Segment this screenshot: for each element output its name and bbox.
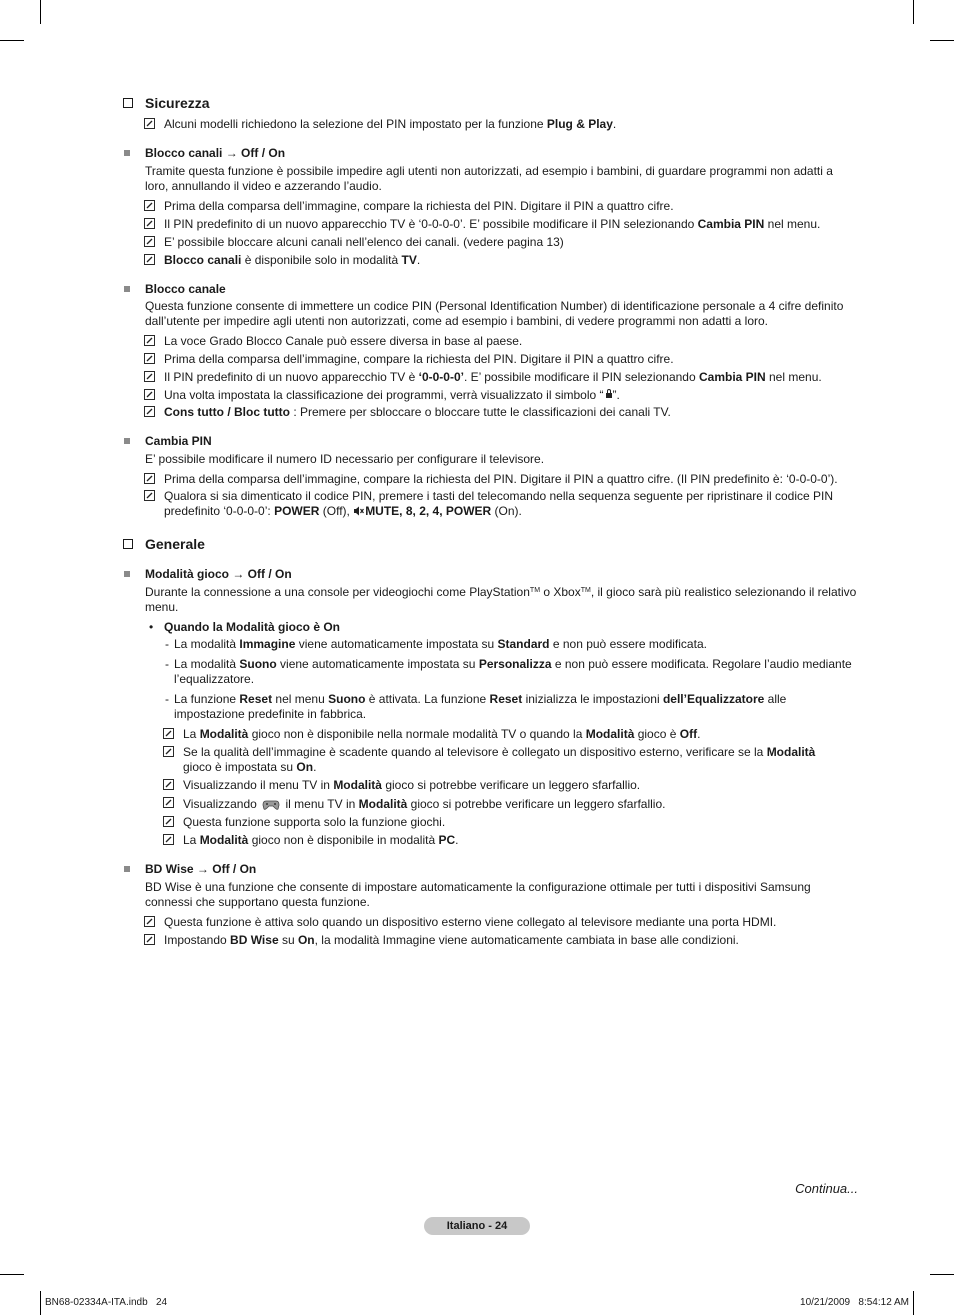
note-pencil-icon <box>144 389 155 400</box>
note-pencil-icon <box>144 200 155 211</box>
note: Cons tutto / Bloc tutto : Premere per sbloccare o bloccare tutte le classificazioni dei canali TV. <box>122 405 858 420</box>
dash-item: - La funzione Reset nel menu Suono è attivata. La funzione Reset inizializza le impostazioni dell’Equalizzatore alle impostazione predefinite in fabbrica. <box>165 692 787 721</box>
lock-icon <box>606 393 612 398</box>
dash-item: - La modalità Immagine viene automaticamente impostata su Standard e non può essere modificata. <box>165 637 707 651</box>
note-pencil-icon <box>144 406 155 417</box>
crop-mark <box>40 0 41 24</box>
note: Prima della comparsa dell’immagine, compare la richiesta del PIN. Digitare il PIN a quattro cifre. <box>122 352 858 367</box>
gamepad-icon <box>262 799 280 811</box>
note: Visualizzando il menu TV in Modalità gioco si potrebbe verificare un leggero sfarfallio. <box>122 796 858 812</box>
note-pencil-icon <box>163 816 174 827</box>
note-pencil-icon <box>163 779 174 790</box>
note-pencil-icon <box>144 916 155 927</box>
square-bullet-icon <box>124 571 130 577</box>
paragraph: BD Wise è una funzione che consente di impostare automaticamente la configurazione ottimale per tutti i dispositivi Samsung connessi che supportano questa funzione. <box>145 880 811 909</box>
crop-mark <box>930 1274 954 1275</box>
note: Visualizzando il menu TV in Modalità gioco si potrebbe verificare un leggero sfarfallio. <box>122 778 858 793</box>
paragraph: Durante la connessione a una console per videogiochi come PlayStation™ o Xbox™, il gioco sarà più realistico selezionando il relativo menu. <box>145 585 857 614</box>
checkbox-bullet-icon <box>123 98 133 108</box>
note-pencil-icon <box>144 218 155 229</box>
square-bullet-icon <box>124 150 130 156</box>
note: Se la qualità dell’immagine è scadente quando al televisore è collegato un dispositivo esterno, verificare se la Modalità gioco è impostata su On. <box>122 745 858 775</box>
crop-mark <box>0 1274 24 1275</box>
note: Alcuni modelli richiedono la selezione del PIN impostato per la funzione Plug & Play. <box>122 117 858 132</box>
section-heading-sicurezza: Sicurezza <box>122 94 858 112</box>
note-pencil-icon <box>144 254 155 265</box>
note: E’ possibile bloccare alcuni canali nell’elenco dei canali. (vedere pagina 13) <box>122 235 858 250</box>
paragraph: Tramite questa funzione è possibile impedire agli utenti non autorizzati, ad esempio i bambini, di guardare programmi non adatti a loro, annullando il video e azzerando l’audio. <box>145 164 833 193</box>
crop-mark <box>913 1291 914 1315</box>
section-heading-generale: Generale <box>122 535 858 553</box>
note: La Modalità gioco non è disponibile nella normale modalità TV o quando la Modalità gioco è Off. <box>122 727 858 742</box>
crop-mark <box>40 1291 41 1315</box>
mute-icon <box>353 506 364 516</box>
square-bullet-icon <box>124 866 130 872</box>
note: Prima della comparsa dell’immagine, compare la richiesta del PIN. Digitare il PIN a quattro cifre. (Il PIN predefinito è: ‘0-0-0-0’). <box>122 472 858 487</box>
page-content <box>122 94 858 948</box>
note-pencil-icon <box>163 797 174 808</box>
note: Questa funzione supporta solo la funzione giochi. <box>122 815 858 830</box>
note: La Modalità gioco non è disponibile in modalità PC. <box>122 833 858 848</box>
crop-mark <box>913 0 914 24</box>
note: Impostando BD Wise su On, la modalità Immagine viene automaticamente cambiata in base alle condizioni. <box>122 933 858 948</box>
dash-item: - La modalità Suono viene automaticamente impostata su Personalizza e non può essere modificata. Regolare l’audio mediante l’equalizzatore. <box>165 657 852 686</box>
note: Blocco canali è disponibile solo in modalità TV. <box>122 253 858 268</box>
note: Qualora si sia dimenticato il codice PIN, premere i tasti del telecomando nella sequenza seguente per ripristinare il codice PIN predefinito ‘0-0-0-0’: POWER (Off), MUTE, 8, 2, 4, POWER (On). <box>122 489 858 519</box>
subsection-heading-modalita-gioco: Modalità gioco → Off / On <box>122 567 858 582</box>
note: Una volta impostata la classificazione dei programmi, verrà visualizzato il simbolo “ ”. <box>122 388 858 403</box>
note-pencil-icon <box>163 746 174 757</box>
continue-label: Continua... <box>795 1181 858 1196</box>
paragraph: E’ possibile modificare il numero ID necessario per configurare il televisore. <box>145 452 545 466</box>
square-bullet-icon <box>124 286 130 292</box>
note-pencil-icon <box>144 934 155 945</box>
note: Il PIN predefinito di un nuovo apparecchio TV è ‘0-0-0-0’. E’ possibile modificare il PIN selezionando Cambia PIN nel menu. <box>122 217 858 232</box>
note-pencil-icon <box>144 335 155 346</box>
note-pencil-icon <box>163 728 174 739</box>
crop-mark <box>0 40 24 41</box>
note-pencil-icon <box>144 118 155 129</box>
subsection-heading-bd-wise: BD Wise → Off / On <box>122 862 858 877</box>
note: Il PIN predefinito di un nuovo apparecchio TV è ‘0-0-0-0’. E’ possibile modificare il PIN selezionando Cambia PIN nel menu. <box>122 370 858 385</box>
crop-mark <box>930 40 954 41</box>
square-bullet-icon <box>124 438 130 444</box>
footer-file-info: BN68-02334A-ITA.indb 24 <box>45 1297 168 1308</box>
note-pencil-icon <box>144 371 155 382</box>
note-pencil-icon <box>163 834 174 845</box>
subsection-heading-cambia-pin: Cambia PIN <box>122 434 858 449</box>
note-pencil-icon <box>144 236 155 247</box>
note: La voce Grado Blocco Canale può essere diversa in base al paese. <box>122 334 858 349</box>
note-pencil-icon <box>144 490 155 501</box>
checkbox-bullet-icon <box>123 539 133 549</box>
bullet-item: • Quando la Modalità gioco è On <box>149 620 341 634</box>
subsection-heading-blocco-canali: Blocco canali → Off / On <box>122 146 858 161</box>
note: Prima della comparsa dell’immagine, compare la richiesta del PIN. Digitare il PIN a quattro cifre. <box>122 199 858 214</box>
note-pencil-icon <box>144 473 155 484</box>
page-number-badge: Italiano - 24 <box>424 1217 530 1235</box>
footer-timestamp: 10/21/2009 8:54:12 AM <box>800 1297 909 1308</box>
subsection-heading-blocco-canale: Blocco canale <box>122 282 858 297</box>
paragraph: Questa funzione consente di immettere un codice PIN (Personal Identification Number) di identificazione personale a 4 cifre definito dall’utente per impedire agli utenti non autorizzati, come ad esempio i bambini, di vedere programmi non adatti a loro. <box>145 299 844 328</box>
note: Questa funzione è attiva solo quando un dispositivo esterno viene collegato al televisore mediante una porta HDMI. <box>122 915 858 930</box>
note-pencil-icon <box>144 353 155 364</box>
